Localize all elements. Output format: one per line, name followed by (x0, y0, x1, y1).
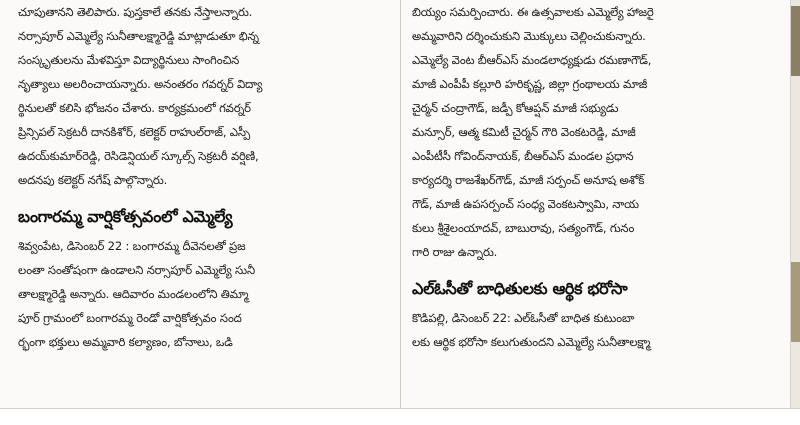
text-line: గౌడ్, మాజీ ఉపసర్పంచ్ సంధ్య వెంకటస్వామి, నాయ (412, 197, 639, 211)
text-line: ఎంపీటీసీ గోవింద్‌నాయక్, బీఆర్ఎస్ మండల ప్రధాన (412, 149, 634, 163)
text-line: కార్యదర్శి రాజశేఖర్‌గౌడ్, మాజీ సర్పంచ్ అనూష అశోక్ (412, 173, 645, 187)
column-divider (400, 0, 401, 408)
text-line: శివ్వంపేట, డిసెంబర్ 22 : బంగారమ్మ దీవెనలతో ప్రజ (18, 239, 246, 253)
text-line: ఎమ్మెల్యే వెంట బీఆర్ఎస్ మండలాధ్యక్షుడు రమణాగౌడ్, (412, 53, 652, 67)
text-line: లకు ఆర్థిక భరోసా కలుగుతుందని ఎమ్మెల్యే సునీతాలక్ష్మా (412, 335, 651, 349)
text-line: సంస్కృతులను మేళవిస్తూ విద్యార్థినులు సాంగించిన (18, 53, 240, 67)
text-line: మాజీ ఎంపీపీ కల్లూరి హరికృష్ణ, జిల్లా గ్రంథాలయ మాజీ (412, 77, 648, 91)
text-line: చూపుతానని తెలిపారు. పుస్తకాలే తనకు నేస్తాలన్నారు. (18, 5, 253, 19)
text-line: ఉదయ్‌కుమార్‌రెడ్డి, రెసిడెన్షియల్ స్కూల్స్ సెక్రటరీ వర్షిణి, (18, 149, 259, 163)
text-line: ర్భంగా భక్తులు అమ్మవారి కల్యాణం, బోనాలు, ఒడి (18, 335, 233, 349)
text-line: తాలక్ష్మారెడ్డి అన్నారు. ఆదివారం మండలంలోని తిమ్మా (18, 287, 249, 301)
adjacent-photo-fragment (791, 262, 800, 342)
text-line: కొడిపల్లి, డిసెంబర్ 22: ఎల్ఓసీతో బాధిత కుటుంబా (412, 311, 635, 325)
text-line: బియ్యం సమర్పించారు. ఈ ఉత్సవాలకు ఎమ్మెల్యే హాజరై (412, 5, 654, 19)
right-column (412, 0, 790, 354)
article-continuation (18, 0, 390, 192)
text-line: నర్సాపూర్ ఎమ్మెల్యే సునీతాలక్ష్మారెడ్డి మాట్లాడుతూ భిన్న (18, 29, 259, 43)
adjacent-photo-fragment (791, 6, 800, 76)
text-line: పూర్ గ్రామంలో బంగారమ్మ రెండో వార్షికోత్సవం సంద (18, 311, 242, 325)
text-line: కులు శ్రీశైలంయాదవ్, బాబురావు, సత్యంగౌడ్, గునం (412, 221, 635, 235)
text-line: ర్థినులతో కలిసి భోజనం చేశారు. కార్యక్రమంలో గవర్నర్ (18, 101, 251, 115)
article-body (412, 306, 790, 354)
article-continuation (412, 0, 790, 264)
article-body (18, 234, 390, 354)
article-headline: బంగారమ్మ వార్షికోత్సవంలో ఎమ్మెల్యే (18, 207, 233, 226)
text-line: అదనపు కలెక్టర్ నగేష్ పాల్గొన్నారు. (18, 173, 168, 187)
text-line: నృత్యాలు అలరించాయన్నారు. అనంతరం గవర్నర్ విద్యా (18, 77, 263, 91)
page-bottom-margin (0, 408, 800, 425)
article-headline: ఎల్ఓసీతో బాధితులకు ఆర్థిక భరోసా (412, 279, 628, 298)
text-line: లంతా సంతోషంగా ఉండాలని నర్సాపూర్ ఎమ్మెల్యే సునీ (18, 263, 255, 277)
text-line: గారి రాజు ఉన్నారు. (412, 245, 498, 259)
text-line: చైర్మన్ చంద్రాగౌడ్, జడ్పీ కోఆప్షన్ మాజీ సభ్యుడు (412, 101, 619, 115)
text-line: మన్సూర్, ఆత్మ కమిటీ చైర్మన్ గౌరి వెంకటరెడ్డి, మాజీ (412, 125, 636, 139)
left-column (18, 0, 390, 354)
text-line: ప్రిన్సిపల్ సెక్రటరీ దానకిశోర్, కలెక్టర్ రాహుల్‌రాజ్, ఎస్పీ (18, 125, 250, 139)
text-line: అమ్మవారిని దర్శించుకుని మొక్కులు చెల్లించుకున్నారు. (412, 29, 646, 43)
